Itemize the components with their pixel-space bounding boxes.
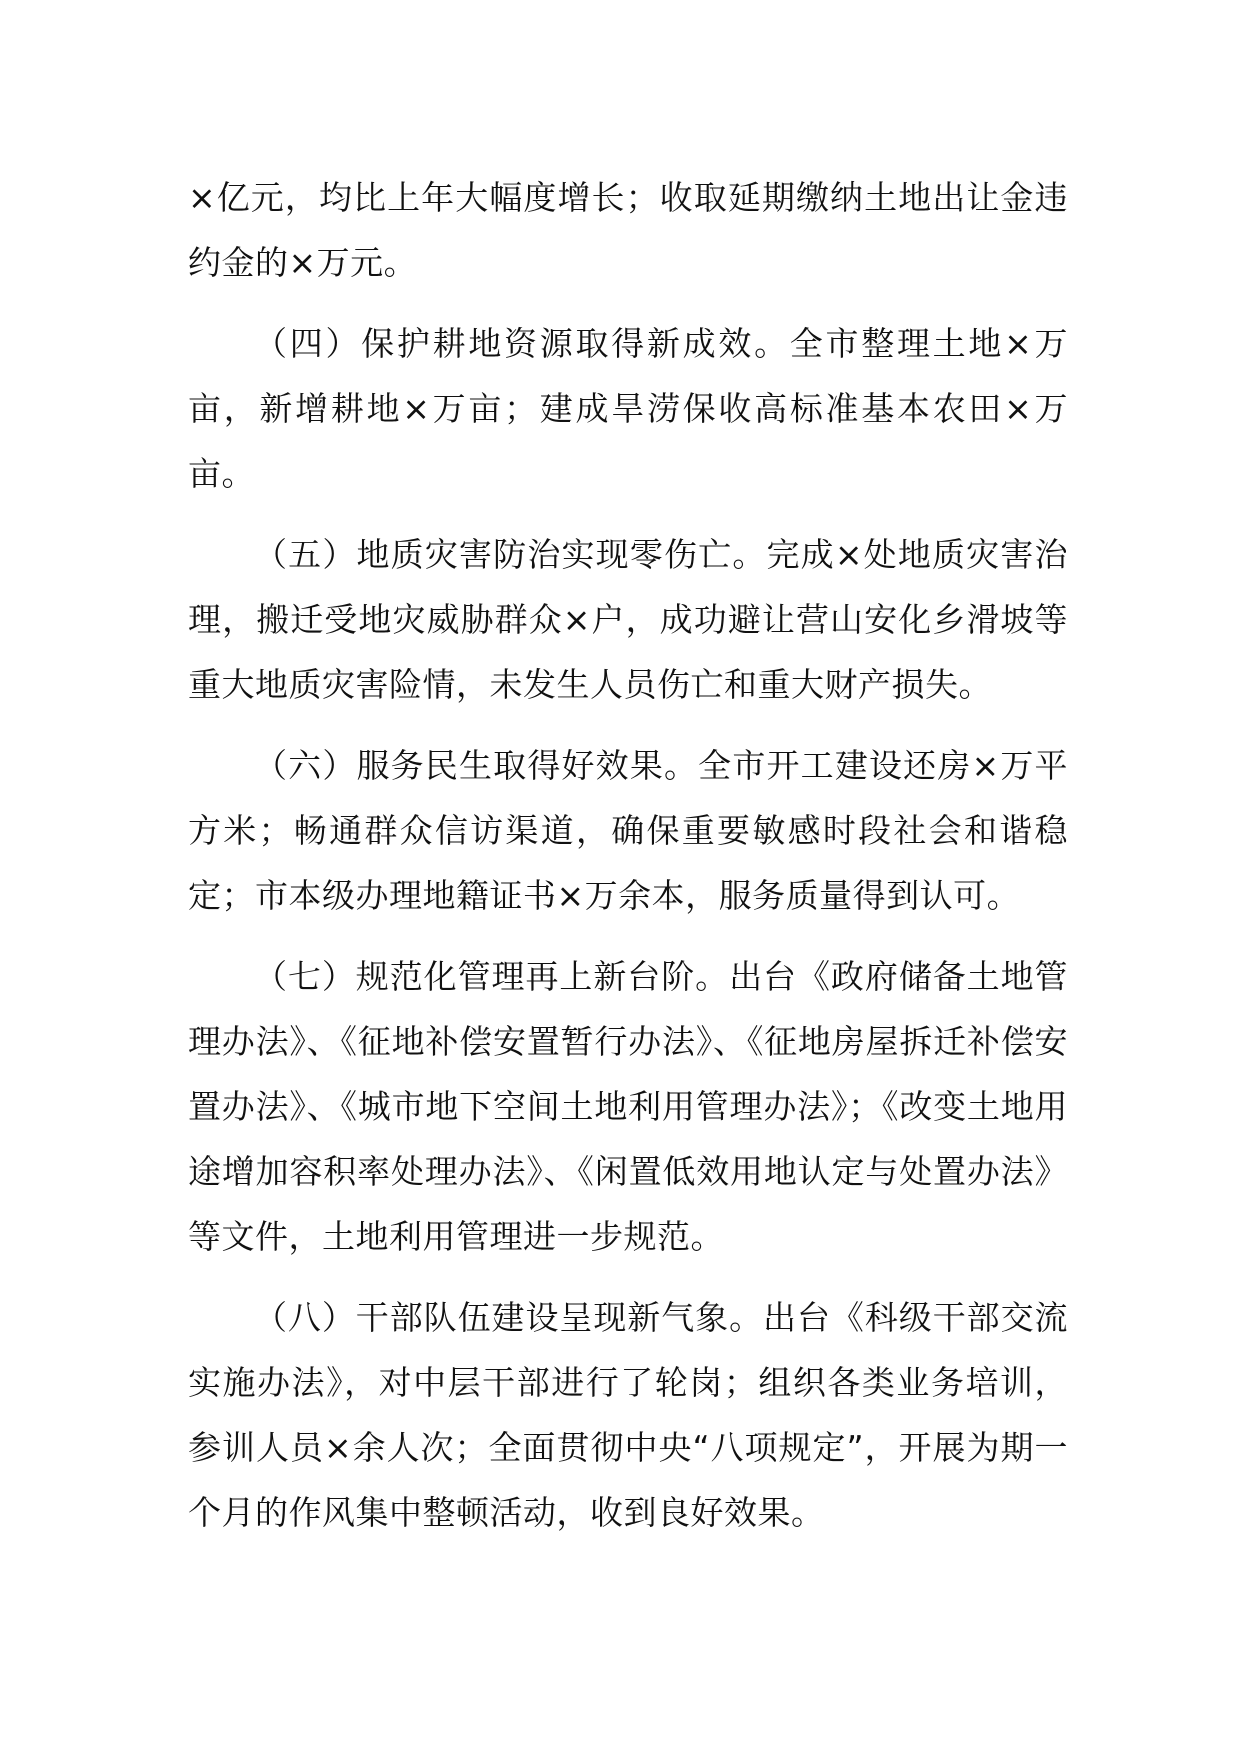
paragraph-gap	[188, 928, 1068, 944]
paragraph-section-4: （四）保护耕地资源取得新成效。全市整理土地×万亩，新增耕地×万亩；建成旱涝保收高标准基本农田×万亩。	[188, 324, 1068, 493]
paragraph-continuation: ×亿元，均比上年大幅度增长；收取延期缴纳土地出让金违约金的×万元。	[188, 178, 1068, 282]
paragraph-gap	[188, 506, 1068, 522]
document-page	[188, 165, 1068, 1545]
paragraph-gap	[188, 1269, 1068, 1285]
paragraph-section-5: （五）地质灾害防治实现零伤亡。完成×处地质灾害治理，搬迁受地灾威胁群众×户，成功避让营山安化乡滑坡等重大地质灾害险情，未发生人员伤亡和重大财产损失。	[188, 535, 1068, 704]
paragraph-gap	[188, 717, 1068, 733]
paragraph-section-7: （七）规范化管理再上新台阶。出台《政府储备土地管理办法》、《征地补偿安置暂行办法》、《征地房屋拆迁补偿安置办法》、《城市地下空间土地利用管理办法》；《改变土地用途增加容积率处理办法》、《闲置低效用地认定与处置办法》等文件，土地利用管理进一步规范。	[188, 957, 1068, 1256]
paragraph-section-8: （八）干部队伍建设呈现新气象。出台《科级干部交流实施办法》，对中层干部进行了轮岗；组织各类业务培训，参训人员×余人次；全面贯彻中央“八项规定”，开展为期一个月的作风集中整顿活动，收到良好效果。	[188, 1298, 1068, 1532]
paragraph-gap	[188, 295, 1068, 311]
paragraph-section-6: （六）服务民生取得好效果。全市开工建设还房×万平方米；畅通群众信访渠道，确保重要敏感时段社会和谐稳定；市本级办理地籍证书×万余本，服务质量得到认可。	[188, 746, 1068, 915]
